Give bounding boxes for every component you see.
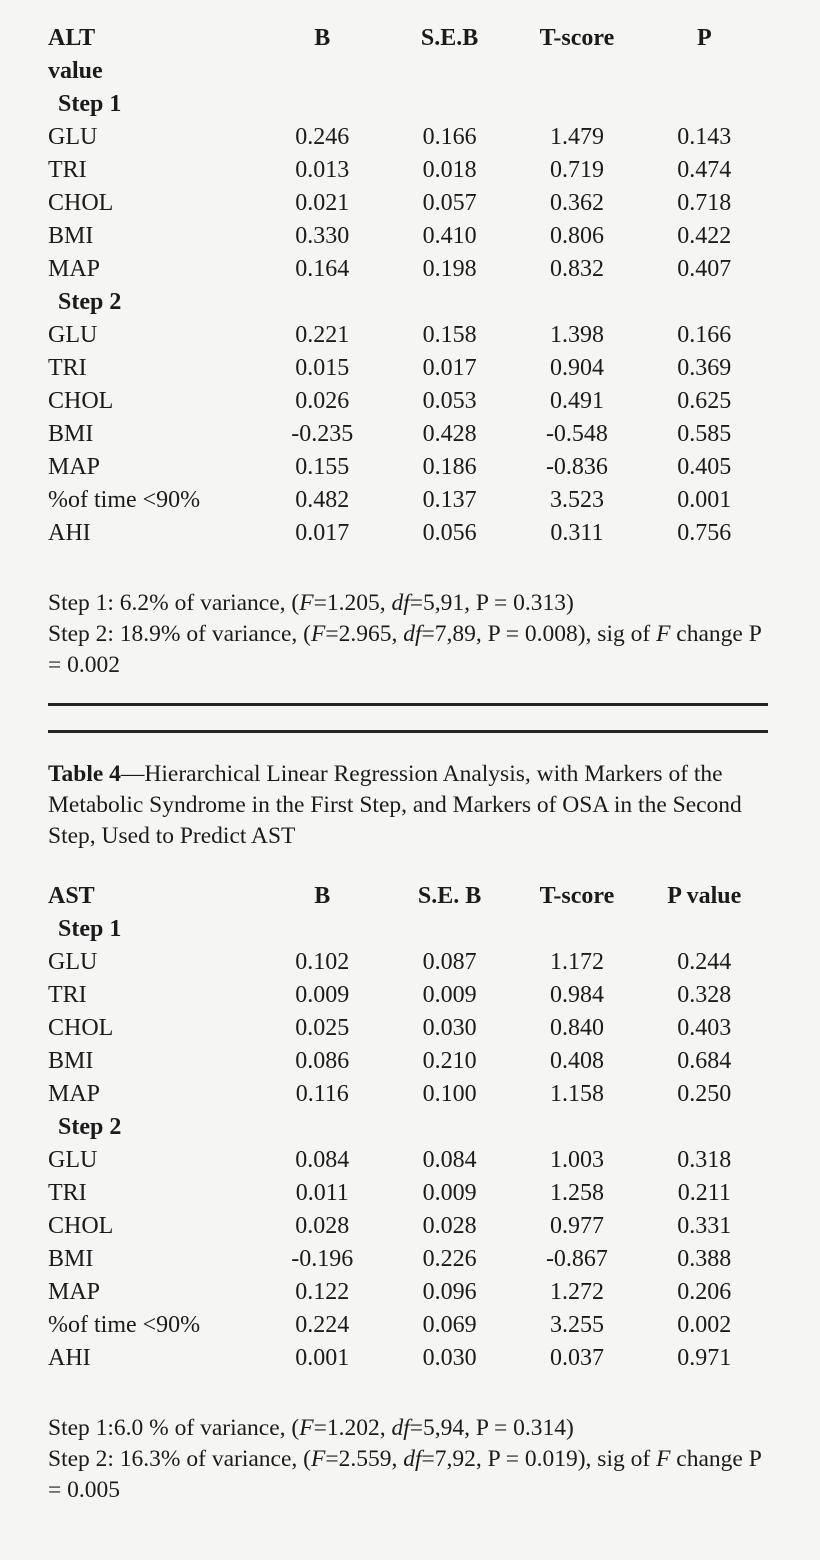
footnote-text: Step 1:6.0 % of variance, (	[48, 1415, 300, 1441]
cell-p: 0.756	[677, 520, 732, 546]
empty-cell	[513, 913, 640, 946]
empty-cell	[641, 286, 768, 319]
cell-se: 0.053	[422, 388, 477, 414]
footnote-text: =2.965,	[325, 621, 404, 647]
f-statistic-symbol: F	[656, 621, 671, 647]
row-label: %of time <90%	[48, 487, 201, 513]
cell-tscore: 0.840	[549, 1015, 604, 1041]
table-row	[48, 1210, 768, 1243]
footnote-text: =1.205,	[313, 590, 392, 616]
table-number-label: Table 4	[48, 761, 121, 787]
cell-se: 0.056	[422, 520, 477, 546]
cell-p: 0.718	[677, 190, 732, 216]
row-label: BMI	[48, 223, 94, 249]
row-label: AHI	[48, 520, 91, 546]
table-header-row	[48, 880, 768, 913]
step2-label: Step 2	[58, 1114, 122, 1140]
row-label: MAP	[48, 1279, 101, 1305]
cell-tscore: 1.172	[549, 949, 604, 975]
f-statistic-symbol: F	[311, 1446, 326, 1472]
table-row	[48, 517, 768, 550]
cell-p: 0.625	[677, 388, 732, 414]
table-row	[48, 385, 768, 418]
cell-b: 0.482	[295, 487, 350, 513]
table-row	[48, 451, 768, 484]
cell-tscore: 0.977	[549, 1213, 604, 1239]
row-label: CHOL	[48, 1213, 114, 1239]
table-row	[48, 1243, 768, 1276]
step-heading-row	[48, 286, 768, 319]
cell-tscore: 0.719	[549, 157, 604, 183]
cell-se: 0.428	[422, 421, 477, 447]
row-label: TRI	[48, 157, 87, 183]
table-row	[48, 979, 768, 1012]
top-spacer	[0, 0, 820, 22]
cell-b: 0.084	[295, 1147, 350, 1173]
cell-b: 0.086	[295, 1048, 350, 1074]
cell-se: 0.186	[422, 454, 477, 480]
cell-se: 0.210	[422, 1048, 477, 1074]
cell-se: 0.057	[422, 190, 477, 216]
cell-tscore: -0.836	[545, 454, 608, 480]
cell-se: 0.028	[422, 1213, 477, 1239]
cell-p: 0.143	[677, 124, 732, 150]
footnote-text: Step 2: 18.9% of variance, (	[48, 621, 311, 647]
spacer-cell-3	[513, 55, 640, 88]
cell-p: 0.211	[677, 1180, 731, 1206]
cell-tscore: 0.832	[549, 256, 604, 282]
table-row	[48, 484, 768, 517]
cell-tscore: -0.548	[545, 421, 608, 447]
column-header-pvalue: P value	[667, 883, 742, 909]
table-row	[48, 187, 768, 220]
step-heading-row	[48, 1111, 768, 1144]
footnote-text: =5,91, P = 0.313)	[409, 590, 574, 616]
table-row	[48, 1078, 768, 1111]
cell-b: 0.102	[295, 949, 350, 975]
empty-cell	[386, 913, 513, 946]
cell-b: 0.330	[295, 223, 350, 249]
row-label: %of time <90%	[48, 1312, 201, 1338]
cell-p: 0.166	[677, 322, 732, 348]
cell-b: -0.235	[291, 421, 354, 447]
caption-spacer	[0, 733, 820, 759]
column-header-alt-line2: value	[48, 58, 103, 84]
cell-p: 0.331	[677, 1213, 732, 1239]
cell-p: 0.369	[677, 355, 732, 381]
cell-b: 0.009	[295, 982, 350, 1008]
table-header-row-2	[48, 55, 768, 88]
table-row	[48, 1276, 768, 1309]
footnote-text: Step 2: 16.3% of variance, (	[48, 1446, 311, 1472]
empty-cell	[259, 88, 386, 121]
alt-table-footnote	[48, 588, 770, 681]
cell-p: 0.971	[677, 1345, 732, 1371]
cell-p: 0.474	[677, 157, 732, 183]
footnote-line-2	[48, 1444, 770, 1506]
table-row	[48, 1012, 768, 1045]
table-row	[48, 154, 768, 187]
rule-gap	[0, 706, 820, 730]
table-row	[48, 121, 768, 154]
row-label: BMI	[48, 1246, 94, 1272]
rule-spacer-top	[0, 681, 820, 703]
df-symbol: df	[403, 621, 422, 647]
empty-cell	[386, 1111, 513, 1144]
row-label: GLU	[48, 949, 98, 975]
table-row	[48, 220, 768, 253]
cell-p: 0.422	[677, 223, 732, 249]
cell-tscore: 1.479	[549, 124, 604, 150]
footnote-text: =1.202,	[313, 1415, 392, 1441]
cell-tscore: 0.362	[549, 190, 604, 216]
cell-tscore: 0.491	[549, 388, 604, 414]
cell-b: 0.017	[295, 520, 350, 546]
df-symbol: df	[391, 590, 410, 616]
column-header-se: S.E.B	[420, 25, 479, 51]
cell-p: 0.388	[677, 1246, 732, 1272]
cell-b: 0.025	[295, 1015, 350, 1041]
cell-se: 0.087	[422, 949, 477, 975]
table-row	[48, 1309, 768, 1342]
table-row	[48, 1144, 768, 1177]
footnote-spacer	[0, 550, 820, 588]
df-symbol: df	[403, 1446, 422, 1472]
cell-se: 0.069	[422, 1312, 477, 1338]
row-label: CHOL	[48, 190, 114, 216]
cell-p: 0.403	[677, 1015, 732, 1041]
table-row	[48, 418, 768, 451]
row-label: BMI	[48, 1048, 94, 1074]
cell-b: 0.001	[295, 1345, 350, 1371]
cell-b: 0.164	[295, 256, 350, 282]
cell-tscore: 0.408	[549, 1048, 604, 1074]
footnote-spacer-2	[0, 1375, 820, 1413]
cell-se: 0.226	[422, 1246, 477, 1272]
cell-se: 0.030	[422, 1015, 477, 1041]
cell-p: 0.244	[677, 949, 732, 975]
cell-b: 0.221	[295, 322, 350, 348]
table-row	[48, 1177, 768, 1210]
footnote-text: =7,89, P = 0.008), sig of	[421, 621, 657, 647]
column-header-b: B	[314, 883, 331, 909]
f-statistic-symbol: F	[656, 1446, 671, 1472]
empty-cell	[513, 286, 640, 319]
cell-se: 0.410	[422, 223, 477, 249]
cell-se: 0.018	[422, 157, 477, 183]
cell-tscore: -0.867	[545, 1246, 608, 1272]
table-header-row	[48, 22, 768, 55]
column-header-b: B	[314, 25, 331, 51]
f-statistic-symbol: F	[299, 1415, 314, 1441]
row-label: AHI	[48, 1345, 91, 1371]
empty-cell	[386, 88, 513, 121]
step2-label: Step 2	[58, 289, 122, 315]
f-statistic-symbol: F	[299, 590, 314, 616]
cell-b: 0.116	[295, 1081, 349, 1107]
cell-tscore: 1.158	[549, 1081, 604, 1107]
empty-cell	[513, 1111, 640, 1144]
ast-table-footnote	[48, 1413, 770, 1506]
cell-p: 0.585	[677, 421, 732, 447]
cell-se: 0.096	[422, 1279, 477, 1305]
row-label: MAP	[48, 256, 101, 282]
cell-b: -0.196	[291, 1246, 354, 1272]
cell-b: 0.155	[295, 454, 350, 480]
row-label: GLU	[48, 124, 98, 150]
column-header-alt: ALT	[48, 25, 96, 51]
alt-regression-table	[48, 22, 768, 550]
footnote-text: Step 1: 6.2% of variance, (	[48, 590, 300, 616]
column-header-se: S.E. B	[417, 883, 482, 909]
cell-b: 0.011	[295, 1180, 349, 1206]
alt-table-body	[48, 88, 768, 550]
cell-se: 0.166	[422, 124, 477, 150]
empty-cell	[641, 913, 768, 946]
alt-table-header	[48, 22, 768, 88]
empty-cell	[513, 88, 640, 121]
row-label: CHOL	[48, 1015, 114, 1041]
cell-se: 0.009	[422, 982, 477, 1008]
cell-tscore: 0.984	[549, 982, 604, 1008]
spacer-cell-1	[259, 55, 386, 88]
footnote-text: change P = 0.002	[48, 621, 761, 678]
table4-spacer	[0, 852, 820, 880]
footnote-text: =7,92, P = 0.019), sig of	[421, 1446, 657, 1472]
cell-se: 0.017	[422, 355, 477, 381]
cell-b: 0.026	[295, 388, 350, 414]
cell-b: 0.013	[295, 157, 350, 183]
cell-tscore: 0.904	[549, 355, 604, 381]
empty-cell	[386, 286, 513, 319]
table-row	[48, 319, 768, 352]
f-statistic-symbol: F	[311, 621, 326, 647]
cell-se: 0.158	[422, 322, 477, 348]
cell-b: 0.015	[295, 355, 350, 381]
caption-text: —Hierarchical Linear Regression Analysis, with Markers of the Metabolic Syndrome in the First Step, and Markers of OSA in the Second Step, Used to Predict AST	[48, 761, 742, 849]
row-label: TRI	[48, 982, 87, 1008]
empty-cell	[641, 88, 768, 121]
cell-p: 0.002	[677, 1312, 732, 1338]
cell-se: 0.100	[422, 1081, 477, 1107]
row-label: TRI	[48, 355, 87, 381]
ast-table-header	[48, 880, 768, 913]
cell-b: 0.021	[295, 190, 350, 216]
cell-p: 0.328	[677, 982, 732, 1008]
cell-se: 0.084	[422, 1147, 477, 1173]
table-row	[48, 946, 768, 979]
column-header-ast: AST	[48, 883, 95, 909]
empty-cell	[259, 1111, 386, 1144]
cell-tscore: 3.523	[549, 487, 604, 513]
cell-se: 0.198	[422, 256, 477, 282]
spacer-cell-2	[386, 55, 513, 88]
cell-tscore: 0.806	[549, 223, 604, 249]
df-symbol: df	[391, 1415, 410, 1441]
empty-cell	[641, 1111, 768, 1144]
cell-tscore: 0.311	[550, 520, 604, 546]
cell-se: 0.137	[422, 487, 477, 513]
table-row	[48, 253, 768, 286]
footnote-line-1	[48, 1413, 770, 1444]
empty-cell	[259, 913, 386, 946]
cell-se: 0.030	[422, 1345, 477, 1371]
table-row	[48, 352, 768, 385]
step-heading-row	[48, 913, 768, 946]
row-label: BMI	[48, 421, 94, 447]
step1-label: Step 1	[58, 916, 122, 942]
footnote-line-2	[48, 619, 770, 681]
cell-p: 0.250	[677, 1081, 732, 1107]
cell-tscore: 1.258	[549, 1180, 604, 1206]
row-label: MAP	[48, 1081, 101, 1107]
row-label: MAP	[48, 454, 101, 480]
spacer-cell-4	[641, 55, 768, 88]
cell-b: 0.246	[295, 124, 350, 150]
cell-tscore: 3.255	[549, 1312, 604, 1338]
cell-p: 0.407	[677, 256, 732, 282]
table-row	[48, 1045, 768, 1078]
cell-tscore: 1.272	[549, 1279, 604, 1305]
footnote-text: =2.559,	[325, 1446, 404, 1472]
step-heading-row	[48, 88, 768, 121]
table-row	[48, 1342, 768, 1375]
column-header-tscore: T-score	[539, 25, 615, 51]
column-header-tscore: T-score	[539, 883, 615, 909]
cell-tscore: 1.003	[549, 1147, 604, 1173]
cell-se: 0.009	[422, 1180, 477, 1206]
footnote-text: =5,94, P = 0.314)	[409, 1415, 574, 1441]
ast-regression-table	[48, 880, 768, 1375]
step1-label: Step 1	[58, 91, 122, 117]
row-label: GLU	[48, 322, 98, 348]
row-label: GLU	[48, 1147, 98, 1173]
row-label: TRI	[48, 1180, 87, 1206]
table4-caption	[48, 759, 770, 852]
cell-b: 0.028	[295, 1213, 350, 1239]
cell-p: 0.001	[677, 487, 732, 513]
cell-p: 0.684	[677, 1048, 732, 1074]
ast-table-body	[48, 913, 768, 1375]
cell-b: 0.122	[295, 1279, 350, 1305]
cell-p: 0.405	[677, 454, 732, 480]
cell-b: 0.224	[295, 1312, 350, 1338]
footnote-text: change P = 0.005	[48, 1446, 761, 1503]
cell-tscore: 0.037	[549, 1345, 604, 1371]
cell-p: 0.206	[677, 1279, 732, 1305]
column-header-p: P	[696, 25, 712, 51]
cell-tscore: 1.398	[549, 322, 604, 348]
row-label: CHOL	[48, 388, 114, 414]
empty-cell	[259, 286, 386, 319]
footnote-line-1	[48, 588, 770, 619]
cell-p: 0.318	[677, 1147, 732, 1173]
